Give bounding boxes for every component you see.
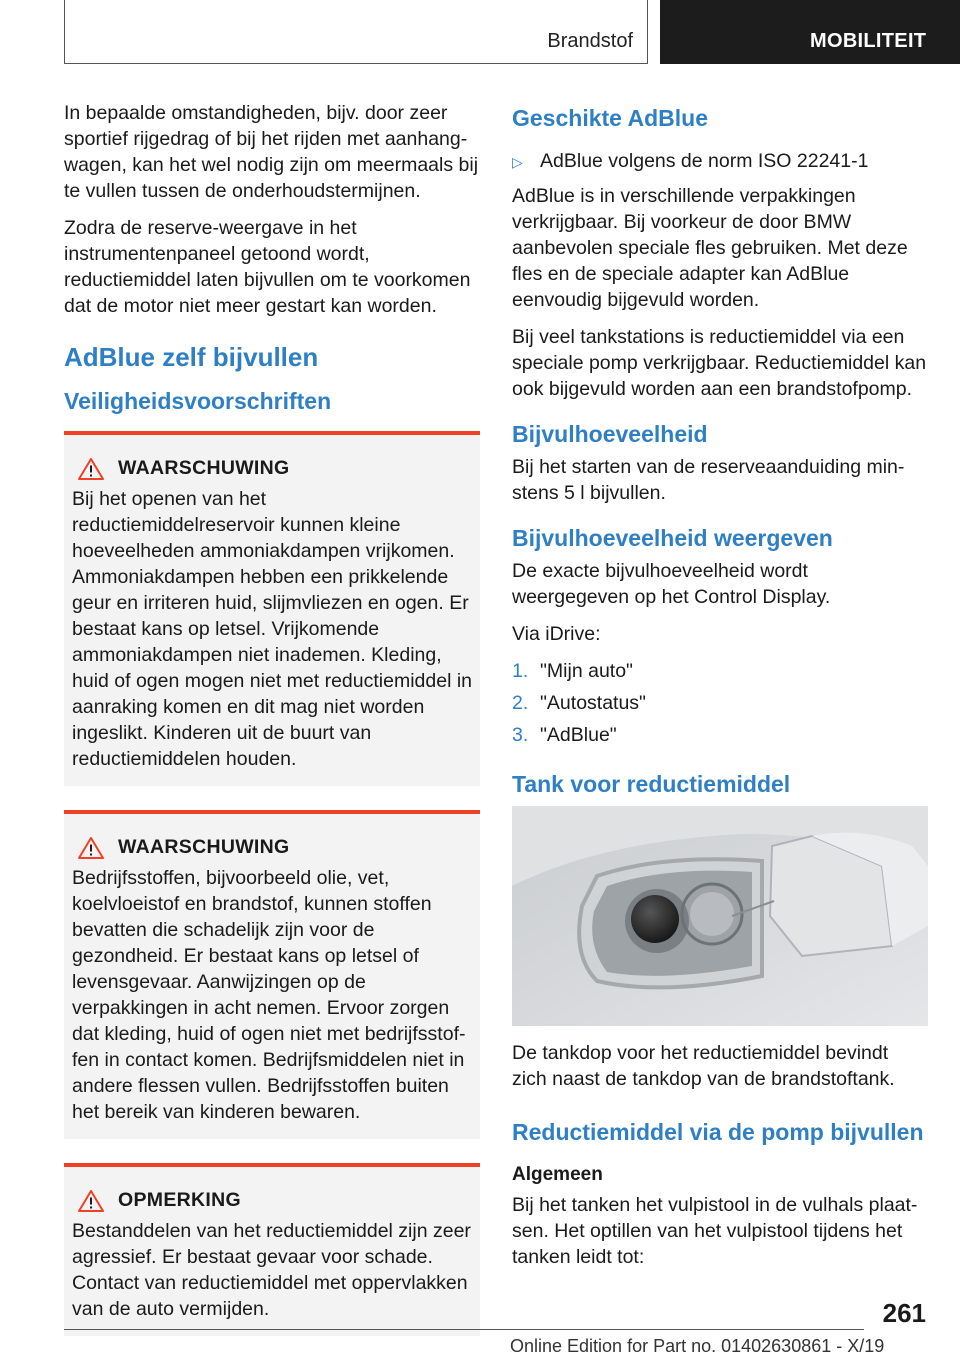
page-number: 261 [882, 1298, 926, 1328]
step-item: 3. "AdBlue" [512, 724, 617, 746]
paragraph-packaging: AdBlue is in verschillende verpakkingen verkrijgbaar. Bij voorkeur de door BMW aanbevolen speciale fles gebruiken. Met deze fles en de speciale adapter kan AdBlue eenvoudig bijgevuld worden. [512, 185, 908, 311]
warning-triangle-icon [78, 837, 104, 859]
subheading-safety: Veiligheidsvoorschriften [64, 388, 332, 414]
intro-paragraph-2: Zodra de reserve-weergave in het instrumentenpaneel getoond wordt, reductiemiddel laten bijvullen om te voorkomen dat de motor niet meer gestart kan worden. [64, 217, 471, 317]
step-item: 1. "Mijn auto" [512, 660, 633, 682]
paragraph-fill-amount: Bij het starten van de reserveaanduiding minstens 5 l bijvullen. [512, 456, 905, 504]
heading-fill-amount: Bijvulhoeveelheid [512, 421, 708, 447]
warning-box-ammonia [64, 431, 480, 786]
heading-general: Algemeen [512, 1164, 603, 1185]
triangle-bullet-icon: ▷ [512, 154, 523, 170]
step-item: 2. "Autostatus" [512, 692, 646, 714]
tank-cap-photo [512, 806, 928, 1026]
bullet-item [512, 148, 928, 175]
heading-fill-amount-display: Bijvulhoeveelheid weergeven [512, 525, 833, 551]
warning-title: WAARSCHUWING [118, 836, 290, 858]
paragraph-display: De exacte bijvulhoeveelheid wordt weergegeven op het Control Display. [512, 560, 831, 608]
intro-paragraph-1: In bepaalde omstandigheden, bijv. door zeer sportief rijgedrag of bij het rijden met aanhangwagen, kan het wel nodig zijn om meermaals bij te vullen tussen de onderhoudstermijnen. [64, 102, 479, 202]
note-title: OPMERKING [118, 1189, 241, 1211]
heading-tank: Tank voor reductiemiddel [512, 771, 791, 797]
note-box-aggressive [64, 1163, 480, 1336]
idrive-steps [512, 658, 928, 748]
paragraph-pump: Bij veel tankstations is reductiemiddel via een speciale pomp verkrijgbaar. Reductiemiddel kan ook bijgevuld worden aan een brandstofpomp. [512, 326, 927, 400]
note-text: Bestanddelen van het reductiemiddel zijn zeer agressief. Er bestaat gevaar voor schade. Contact van reductiemiddel met oppervlakken van de auto vermijden. [72, 1220, 471, 1320]
warning-box-operating-fluids [64, 810, 480, 1139]
right-column [512, 100, 928, 1281]
paragraph-idrive: Via iDrive: [512, 623, 601, 645]
section-title: Brandstof [547, 30, 633, 52]
paragraph-general: Bij het tanken het vulpistool in de vulhals plaatsen. Het optillen van het vulpistool tijdens het tanken leidt tot: [512, 1194, 918, 1268]
footer-divider [64, 1329, 864, 1330]
heading-adblue-self-refill: AdBlue zelf bijvullen [64, 342, 319, 372]
heading-pump-refill: Reductiemiddel via de pomp bijvullen [512, 1119, 924, 1145]
warning-triangle-icon [78, 1190, 104, 1212]
header-section-box [64, 0, 648, 64]
bullet-text: AdBlue volgens de norm ISO 22241-1 [540, 150, 869, 172]
warning-text: Bij het openen van het reductiemiddelreservoir kunnen kleine hoeveelheden ammoniakdampen vrijkomen. Ammoniakdampen hebben een prikkelende geur en irriteren huid, slijmvliezen en ogen. Er bestaat kans op letsel. Vrijkomende ammoniakdampen niet inademen. Kleding, huid of ogen mogen niet met reductiemiddel in aanraking komen en dit mag niet worden ingeslikt. Kinderen uit de buurt van reductiemiddelen houden. [72, 488, 472, 770]
chapter-tab: MOBILITEIT [660, 0, 960, 64]
photo-caption: De tankdop voor het reductiemiddel bevindt zich naast de tankdop van de brandstoftank. [512, 1042, 895, 1090]
footer-edition: Online Edition for Part no. 01402630861 - X/19 [510, 1336, 885, 1356]
warning-text: Bedrijfsstoffen, bijvoorbeeld olie, vet, koelvloeistof en brandstof, kunnen stoffen bevatten die schadelijk zijn voor de gezondheid. Er bestaat kans op letsel of levensgevaar. Aanwijzingen op de verpakkingen in acht nemen. Ervoor zorgen dat kleding, huid of ogen niet met bedrijfsstoffen in contact komen. Bedrijfsmiddelen niet in andere flessen vullen. Bedrijfsstoffen buiten het bereik van kinderen bewaren. [72, 867, 466, 1123]
warning-triangle-icon [78, 458, 104, 480]
warning-title: WAARSCHUWING [118, 457, 290, 479]
left-column [64, 100, 480, 1360]
heading-suitable-adblue: Geschikte AdBlue [512, 105, 708, 131]
